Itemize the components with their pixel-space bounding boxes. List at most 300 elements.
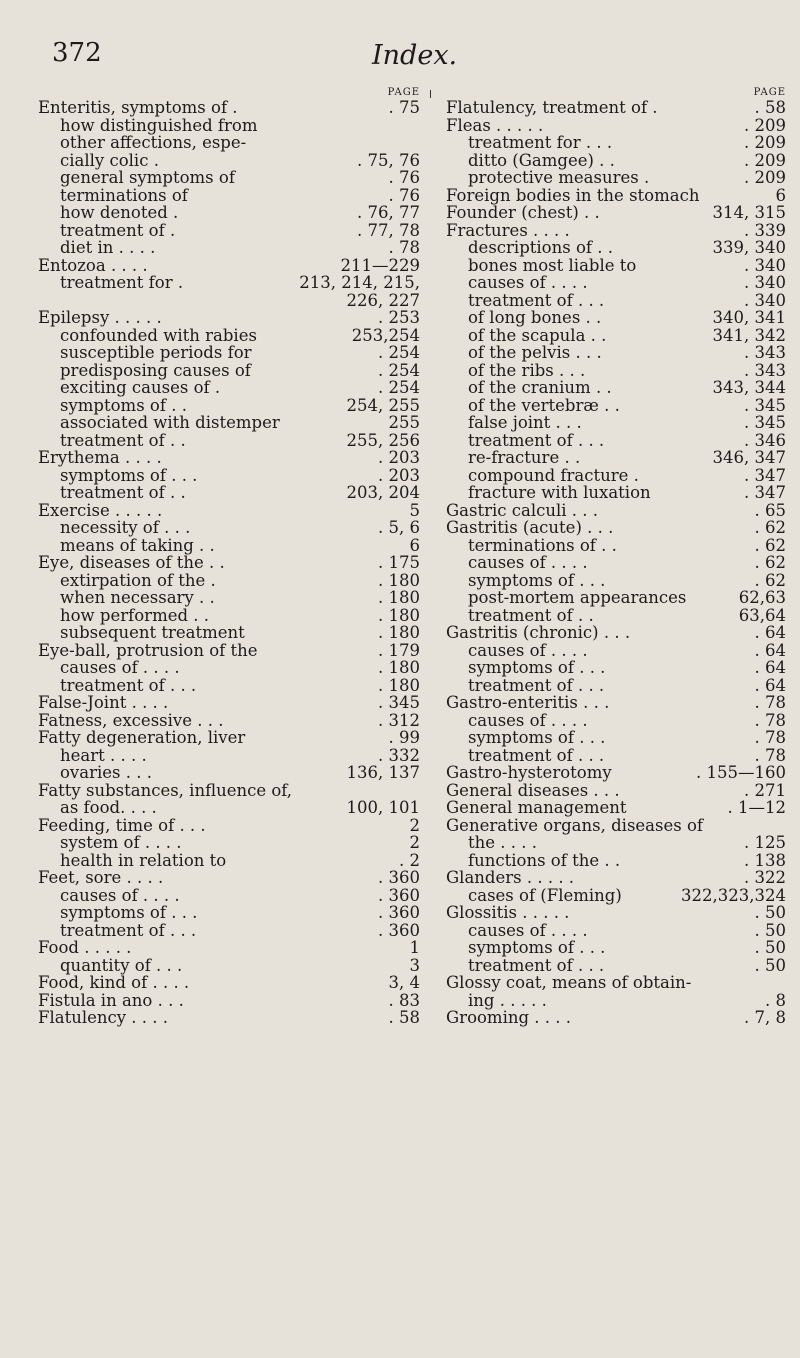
index-entry — [446, 659, 786, 677]
entry-term: bones most liable to — [468, 255, 637, 275]
entry-term: treatment of . . — [60, 430, 186, 450]
entry-term: symptoms of . . . — [468, 658, 606, 677]
entry-page: 63,64 — [738, 605, 786, 625]
index-entry — [38, 502, 420, 520]
index-entry — [38, 187, 420, 205]
index-entry — [38, 362, 420, 380]
entry-term: treatment of . . . — [468, 430, 605, 450]
index-entry — [446, 939, 786, 957]
index-entry — [446, 152, 786, 170]
entry-page: . 175 — [378, 553, 420, 572]
entry-term: extirpation of the . — [60, 570, 216, 590]
entry-term: the . . . . — [468, 833, 537, 852]
entry-term: symptoms of . . . — [60, 465, 198, 485]
entry-page: . 209 — [744, 168, 786, 187]
index-entry — [38, 589, 420, 607]
entry-page: . 332 — [378, 745, 420, 765]
entry-term: compound fracture . — [468, 465, 639, 485]
index-entry — [446, 169, 786, 187]
entry-term: causes of . . . . — [468, 710, 588, 730]
index-entry — [38, 939, 420, 957]
index-entry — [446, 344, 786, 362]
index-entry — [38, 467, 420, 485]
index-entry — [446, 677, 786, 695]
entry-page: . 155—160 — [696, 763, 786, 782]
entry-page: . 180 — [378, 623, 420, 642]
index-entry — [38, 309, 420, 327]
entry-page: . 340 — [744, 273, 786, 292]
entry-page: 100, 101 — [346, 798, 420, 817]
index-entry — [38, 642, 420, 660]
index-entry — [446, 502, 786, 520]
entry-page: . 125 — [744, 833, 786, 852]
entry-page: . 209 — [744, 133, 786, 152]
entry-term: Gastro-hysterotomy — [446, 763, 612, 782]
entry-term: treatment for . . . — [468, 133, 613, 152]
entry-page: . 179 — [378, 640, 420, 660]
entry-page: . 58 — [754, 98, 786, 117]
index-entry — [38, 922, 420, 940]
entry-term: Glossitis . . . . . — [446, 903, 570, 922]
entry-term: Fractures . . . . — [446, 220, 570, 240]
page-title: Index. — [372, 40, 458, 71]
entry-term: as food. . . . — [60, 798, 157, 817]
entry-page: 213, 214, 215, — [299, 273, 420, 292]
entry-term: Flatulency, treatment of . — [446, 98, 658, 117]
entry-page: . 62 — [754, 553, 786, 572]
index-entry — [38, 379, 420, 397]
entry-page: . 253 — [378, 308, 420, 327]
entry-term: cially colic . — [60, 150, 159, 170]
entry-page: . 209 — [744, 115, 786, 135]
index-entry — [446, 922, 786, 940]
index-entry — [446, 117, 786, 135]
entry-page: 203, 204 — [346, 483, 420, 502]
entry-page: . 312 — [378, 710, 420, 730]
entry-term: confounded with rabies — [60, 325, 257, 345]
index-entry — [38, 607, 420, 625]
index-entry — [446, 309, 786, 327]
entry-page: . 65 — [754, 500, 786, 520]
index-entry — [38, 432, 420, 450]
index-entry — [446, 869, 786, 887]
entry-page: . 76 — [388, 185, 420, 205]
index-entry — [446, 642, 786, 660]
index-entry — [38, 449, 420, 467]
index-entry — [38, 222, 420, 240]
entry-page: 6 — [775, 185, 786, 205]
entry-page: 62,63 — [738, 588, 786, 607]
entry-term: of long bones . . — [468, 308, 602, 327]
index-entry — [38, 169, 420, 187]
entry-term: General diseases . . . — [446, 780, 620, 800]
entry-term: Glossy coat, means of obtain- — [446, 973, 692, 992]
entry-page: 3, 4 — [388, 973, 420, 992]
entry-term: Gastric calculi . . . — [446, 500, 599, 520]
entry-page: . 50 — [754, 920, 786, 940]
index-entry — [38, 239, 420, 257]
entry-term: treatment of . — [60, 220, 176, 240]
entry-term: symptoms of . . — [60, 395, 187, 415]
index-entry — [446, 519, 786, 537]
entry-page: 322,323,324 — [681, 885, 786, 905]
index-entry — [38, 1009, 420, 1027]
entry-page: . 8 — [765, 990, 786, 1010]
entry-term: exciting causes of . — [60, 378, 221, 397]
index-entry — [446, 362, 786, 380]
entry-page: . 76, 77 — [357, 203, 420, 222]
entry-term: cases of (Fleming) — [468, 885, 622, 905]
entry-term: Enteritis, symptoms of . — [38, 98, 238, 117]
entry-term: Gastritis (acute) . . . — [446, 518, 614, 537]
entry-term: susceptible periods for — [60, 343, 252, 362]
entry-page: 314, 315 — [712, 203, 786, 222]
index-entry — [446, 292, 786, 310]
index-entry — [446, 327, 786, 345]
index-entry — [38, 327, 420, 345]
entry-term: heart . . . . — [60, 745, 147, 765]
index-entry — [446, 414, 786, 432]
entry-term: treatment of . . . — [468, 675, 605, 695]
index-entry — [446, 239, 786, 257]
index-entry — [38, 694, 420, 712]
index-entry — [38, 292, 420, 310]
entry-page: . 254 — [378, 360, 420, 380]
entry-term: system of . . . . — [60, 833, 182, 852]
entry-page: 254, 255 — [346, 395, 420, 415]
entry-page: . 58 — [388, 1008, 420, 1027]
index-entry — [38, 484, 420, 502]
index-entry — [38, 99, 420, 117]
index-entry — [38, 572, 420, 590]
entry-page: . 62 — [754, 570, 786, 590]
entry-term: associated with distemper — [60, 413, 280, 432]
entry-term: of the pelvis . . . — [468, 343, 602, 362]
entry-page: . 203 — [378, 465, 420, 485]
index-entry — [446, 624, 786, 642]
index-entry — [38, 712, 420, 730]
entry-page: . 209 — [744, 150, 786, 170]
entry-page: . 78 — [388, 238, 420, 257]
index-entry — [38, 747, 420, 765]
entry-term: Grooming . . . . — [446, 1008, 572, 1027]
entry-term: how distinguished from — [60, 115, 258, 135]
index-entry — [446, 379, 786, 397]
index-entry — [38, 834, 420, 852]
entry-page: . 346 — [744, 430, 786, 450]
entry-page: 253,254 — [351, 325, 420, 345]
entry-term: ditto (Gamgee) . . — [468, 150, 615, 170]
entry-term: Food . . . . . — [38, 938, 132, 957]
index-entry — [446, 974, 786, 992]
index-entry — [38, 397, 420, 415]
entry-page: . 76 — [388, 168, 420, 187]
index-entry — [38, 152, 420, 170]
entry-page: . 203 — [378, 448, 420, 467]
index-entry — [38, 414, 420, 432]
entry-term: Erythema . . . . — [38, 448, 162, 467]
entry-term: Fistula in ano . . . — [38, 990, 184, 1010]
index-entry — [446, 484, 786, 502]
index-entry — [38, 204, 420, 222]
entry-page: . 322 — [744, 868, 786, 887]
entry-term: functions of the . . — [468, 850, 621, 870]
entry-term: ovaries . . . — [60, 763, 152, 782]
entry-page: 136, 137 — [346, 763, 420, 782]
index-entry — [446, 204, 786, 222]
entry-term: causes of . . . . — [60, 885, 180, 905]
index-entry — [446, 187, 786, 205]
index-entry — [446, 432, 786, 450]
entry-term: Feeding, time of . . . — [38, 815, 206, 835]
index-entry — [38, 869, 420, 887]
entry-page: 2 — [409, 815, 420, 835]
entry-page: . 64 — [754, 640, 786, 660]
index-entry — [446, 992, 786, 1010]
entry-term: means of taking . . — [60, 535, 215, 555]
index-entry — [446, 467, 786, 485]
entry-page: . 180 — [378, 658, 420, 677]
entry-page: 255 — [388, 413, 420, 432]
index-entry — [38, 764, 420, 782]
entry-term: treatment of . . . — [468, 955, 605, 975]
index-entry — [446, 887, 786, 905]
entry-page: . 180 — [378, 605, 420, 625]
index-entry — [446, 607, 786, 625]
entry-page: 339, 340 — [712, 238, 786, 257]
index-entry — [38, 729, 420, 747]
index-entry — [446, 712, 786, 730]
entry-page: . 360 — [378, 885, 420, 905]
entry-term: False-Joint . . . . — [38, 693, 169, 712]
entry-term: treatment for . — [60, 273, 184, 292]
entry-term: fracture with luxation — [468, 483, 651, 502]
entry-term: Glanders . . . . . — [446, 868, 575, 887]
entry-term: treatment of . . — [60, 483, 186, 502]
index-entry — [38, 134, 420, 152]
entry-term: Eye, diseases of the . . — [38, 553, 225, 572]
index-entry — [38, 677, 420, 695]
entry-page: 6 — [409, 535, 420, 555]
entry-term: Founder (chest) . . — [446, 203, 600, 222]
right-column — [446, 88, 786, 1027]
entry-page: . 347 — [744, 465, 786, 485]
entry-term: health in relation to — [60, 850, 227, 870]
entry-term: of the vertebræ . . — [468, 395, 620, 415]
entry-page: . 64 — [754, 623, 786, 642]
index-entry — [38, 274, 420, 292]
entry-page: . 7, 8 — [744, 1008, 786, 1027]
entry-term: how performed . . — [60, 605, 210, 625]
entry-term: terminations of — [60, 185, 188, 205]
index-entry — [38, 904, 420, 922]
index-entry — [446, 782, 786, 800]
entry-term: treatment of . . . — [60, 675, 197, 695]
entry-term: Gastro-enteritis . . . — [446, 693, 610, 712]
entry-term: diet in . . . . — [60, 238, 156, 257]
entry-page: 2 — [409, 833, 420, 852]
index-entry — [38, 782, 420, 800]
entry-page: . 271 — [744, 780, 786, 800]
entry-page: . 345 — [744, 395, 786, 415]
page-column-label: PAGE — [387, 87, 420, 98]
index-entry — [446, 852, 786, 870]
page-number: 372 — [52, 38, 102, 68]
entry-term: of the ribs . . . — [468, 360, 586, 380]
entry-term: Exercise . . . . . — [38, 500, 163, 520]
entry-term: Generative organs, diseases of — [446, 815, 703, 835]
entry-term: Gastritis (chronic) . . . — [446, 623, 631, 642]
entry-page: 226, 227 — [346, 290, 420, 310]
index-entry — [446, 817, 786, 835]
entry-page: 3 — [409, 955, 420, 975]
index-entry — [446, 257, 786, 275]
right-entries — [446, 99, 786, 1027]
entry-page: . 360 — [378, 920, 420, 940]
index-entry — [38, 817, 420, 835]
entry-page: . 345 — [378, 693, 420, 712]
entry-page: . 50 — [754, 903, 786, 922]
entry-term: how denoted . — [60, 203, 179, 222]
entry-page: . 180 — [378, 588, 420, 607]
index-entry — [38, 117, 420, 135]
entry-term: symptoms of . . . — [468, 728, 606, 747]
entry-term: Epilepsy . . . . . — [38, 308, 162, 327]
entry-term: causes of . . . . — [468, 273, 588, 292]
entry-term: Foreign bodies in the stomach — [446, 185, 700, 205]
entry-page: . 180 — [378, 675, 420, 695]
index-entry — [38, 799, 420, 817]
entry-page: . 5, 6 — [378, 518, 420, 537]
entry-page: . 64 — [754, 675, 786, 695]
index-entry — [446, 589, 786, 607]
entry-page: . 360 — [378, 868, 420, 887]
entry-page: . 347 — [744, 483, 786, 502]
entry-term: causes of . . . . — [60, 658, 180, 677]
index-entry — [38, 659, 420, 677]
entry-term: terminations of . . — [468, 535, 617, 555]
index-entry — [446, 99, 786, 117]
index-entry — [446, 694, 786, 712]
entry-term: Fleas . . . . . — [446, 115, 544, 135]
index-entry — [38, 992, 420, 1010]
column-divider — [430, 90, 431, 98]
entry-page: . 75 — [388, 98, 420, 117]
entry-page: . 99 — [388, 728, 420, 747]
index-entry — [38, 957, 420, 975]
entry-page: . 254 — [378, 378, 420, 397]
entry-page: . 343 — [744, 343, 786, 362]
entry-term: Food, kind of . . . . — [38, 973, 190, 992]
index-entry — [446, 729, 786, 747]
index-entry — [38, 519, 420, 537]
index-entry — [446, 799, 786, 817]
index-entry — [38, 624, 420, 642]
page-column-label: PAGE — [753, 87, 786, 98]
entry-term: General management — [446, 798, 627, 817]
entry-term: subsequent treatment — [60, 623, 245, 642]
entry-term: quantity of . . . — [60, 955, 183, 975]
entry-term: symptoms of . . . — [468, 938, 606, 957]
entry-page: 211—229 — [340, 255, 420, 275]
entry-term: treatment of . . . — [468, 290, 605, 310]
index-entry — [38, 554, 420, 572]
entry-page: . 340 — [744, 255, 786, 275]
entry-term: post-mortem appearances — [468, 588, 687, 607]
entry-page: . 83 — [388, 990, 420, 1010]
index-entry — [446, 904, 786, 922]
index-entry — [446, 134, 786, 152]
entry-page: 341, 342 — [712, 325, 786, 345]
entry-term: ing . . . . . — [468, 990, 547, 1010]
index-entry — [446, 957, 786, 975]
index-entry — [38, 257, 420, 275]
index-entry — [446, 222, 786, 240]
entry-term: descriptions of . . — [468, 238, 613, 257]
index-entry — [446, 397, 786, 415]
entry-page: . 78 — [754, 728, 786, 747]
index-entry — [38, 974, 420, 992]
entry-page: 343, 344 — [712, 378, 786, 397]
entry-term: Entozoa . . . . — [38, 255, 148, 275]
index-entry — [446, 747, 786, 765]
entry-page: . 2 — [399, 850, 420, 870]
entry-page: . 62 — [754, 535, 786, 555]
index-entry — [446, 449, 786, 467]
index-entry — [446, 1009, 786, 1027]
entry-page: . 340 — [744, 290, 786, 310]
entry-page: 1 — [409, 938, 420, 957]
index-entry — [38, 537, 420, 555]
entry-term: of the cranium . . — [468, 378, 612, 397]
entry-term: symptoms of . . . — [468, 570, 606, 590]
index-entry — [446, 764, 786, 782]
index-entry — [446, 834, 786, 852]
entry-page: . 50 — [754, 955, 786, 975]
left-column — [38, 88, 420, 1027]
entry-term: causes of . . . . — [468, 553, 588, 572]
entry-term: causes of . . . . — [468, 920, 588, 940]
entry-page: . 180 — [378, 570, 420, 590]
index-entry — [446, 554, 786, 572]
entry-term: Fatty degeneration, liver — [38, 728, 246, 747]
entry-term: Feet, sore . . . . — [38, 868, 164, 887]
entry-term: Eye-ball, protrusion of the — [38, 640, 258, 660]
entry-page: . 62 — [754, 518, 786, 537]
entry-term: when necessary . . — [60, 588, 215, 607]
entry-page: . 75, 76 — [357, 150, 420, 170]
entry-term: necessity of . . . — [60, 518, 191, 537]
entry-term: symptoms of . . . — [60, 903, 198, 922]
entry-page: 5 — [409, 500, 420, 520]
entry-term: false joint . . . — [468, 413, 582, 432]
entry-page: . 78 — [754, 693, 786, 712]
entry-term: of the scapula . . — [468, 325, 607, 345]
entry-page: . 254 — [378, 343, 420, 362]
entry-page: . 138 — [744, 850, 786, 870]
entry-page: . 50 — [754, 938, 786, 957]
entry-page: . 78 — [754, 745, 786, 765]
index-entry — [446, 572, 786, 590]
index-entry — [38, 344, 420, 362]
entry-page: 340, 341 — [712, 308, 786, 327]
entry-page: 346, 347 — [712, 448, 786, 467]
entry-term: treatment of . . . — [60, 920, 197, 940]
entry-page: . 339 — [744, 220, 786, 240]
entry-page: . 360 — [378, 903, 420, 922]
entry-term: Flatulency . . . . — [38, 1008, 169, 1027]
entry-page: . 64 — [754, 658, 786, 677]
